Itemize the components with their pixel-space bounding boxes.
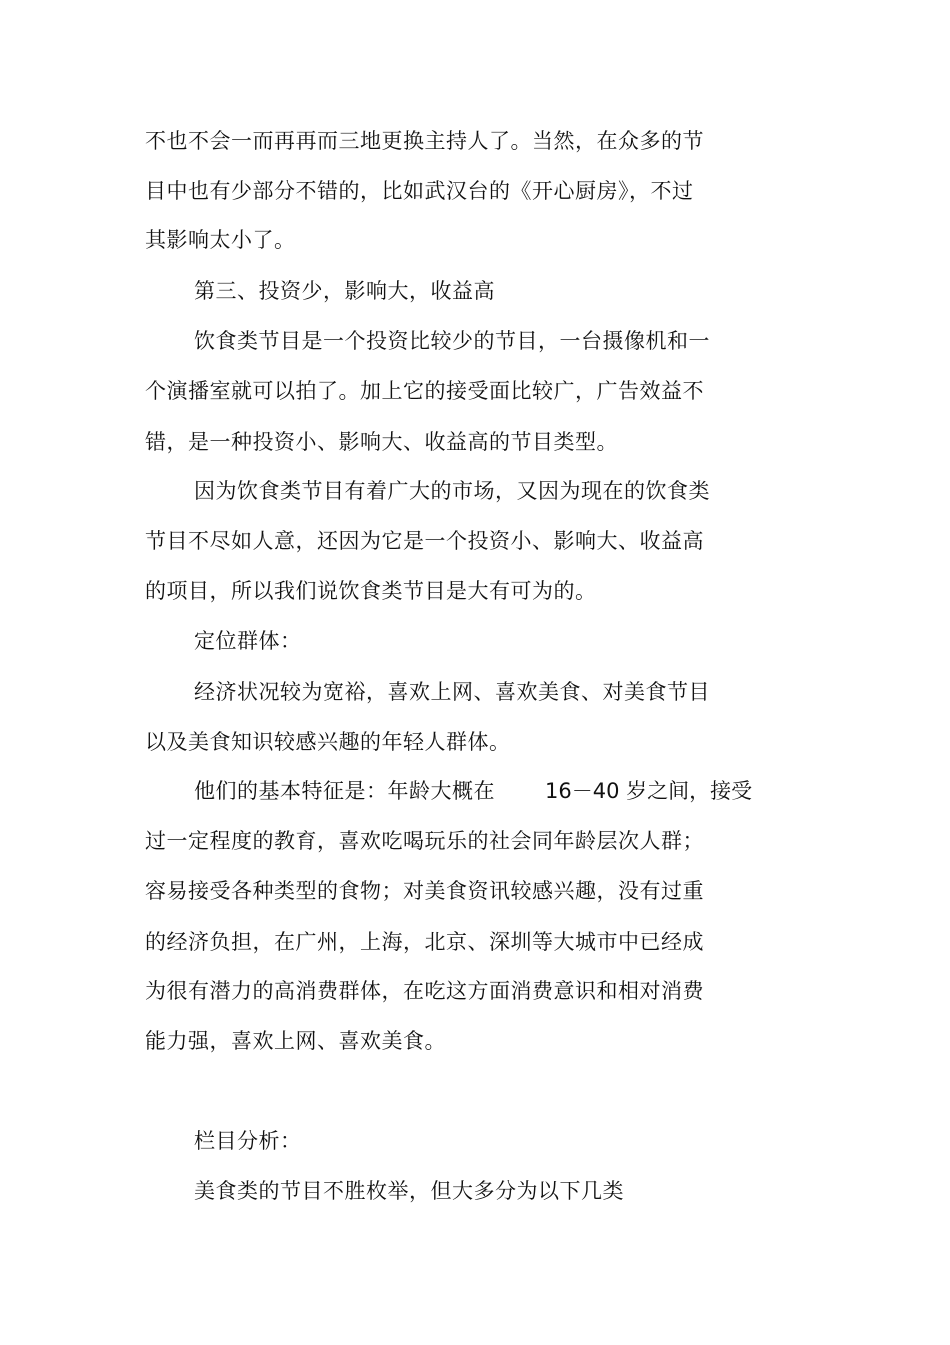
section-heading: 栏目分析： xyxy=(194,1129,302,1153)
text-line: 的经济负担，在广州，上海，北京、深圳等大城市中已经成 xyxy=(145,930,704,954)
text-line: 为很有潜力的高消费群体，在吃这方面消费意识和相对消费 xyxy=(145,979,704,1003)
text-line: 的项目，所以我们说饮食类节目是大有可为的。 xyxy=(145,579,597,603)
text-line: 容易接受各种类型的食物；对美食资讯较感兴趣，没有过重 xyxy=(145,879,704,903)
text-line: 美食类的节目不胜枚举，但大多分为以下几类 xyxy=(194,1179,624,1203)
section-heading: 定位群体： xyxy=(194,629,302,653)
section-heading: 第三、投资少，影响大，收益高 xyxy=(194,279,495,303)
text-line: 能力强，喜欢上网、喜欢美食。 xyxy=(145,1029,446,1053)
text-line: 节目不尽如人意，还因为它是一个投资小、影响大、收益高 xyxy=(145,529,704,553)
text-line: 个演播室就可以拍了。加上它的接受面比较广，广告效益不 xyxy=(145,379,704,403)
text-line: 饮食类节目是一个投资比较少的节目，一台摄像机和一 xyxy=(194,329,710,353)
text-line: 经济状况较为宽裕，喜欢上网、喜欢美食、对美食节目 xyxy=(194,680,710,704)
text-line-part: 16－40 岁之间，接受 xyxy=(545,779,753,803)
text-line: 以及美食知识较感兴趣的年轻人群体。 xyxy=(145,730,511,754)
text-line: 目中也有少部分不错的，比如武汉台的《开心厨房》，不过 xyxy=(145,179,694,203)
text-line: 因为饮食类节目有着广大的市场，又因为现在的饮食类 xyxy=(194,479,710,503)
text-line-part: 他们的基本特征是：年龄大概在 xyxy=(194,779,495,803)
text-line: 错，是一种投资小、影响大、收益高的节目类型。 xyxy=(145,430,618,454)
text-line: 过一定程度的教育，喜欢吃喝玩乐的社会同年龄层次人群； xyxy=(145,829,704,853)
text-line: 不也不会一而再再而三地更换主持人了。当然，在众多的节 xyxy=(145,129,704,153)
text-line xyxy=(194,776,752,806)
text-line: 其影响太小了。 xyxy=(145,228,296,252)
